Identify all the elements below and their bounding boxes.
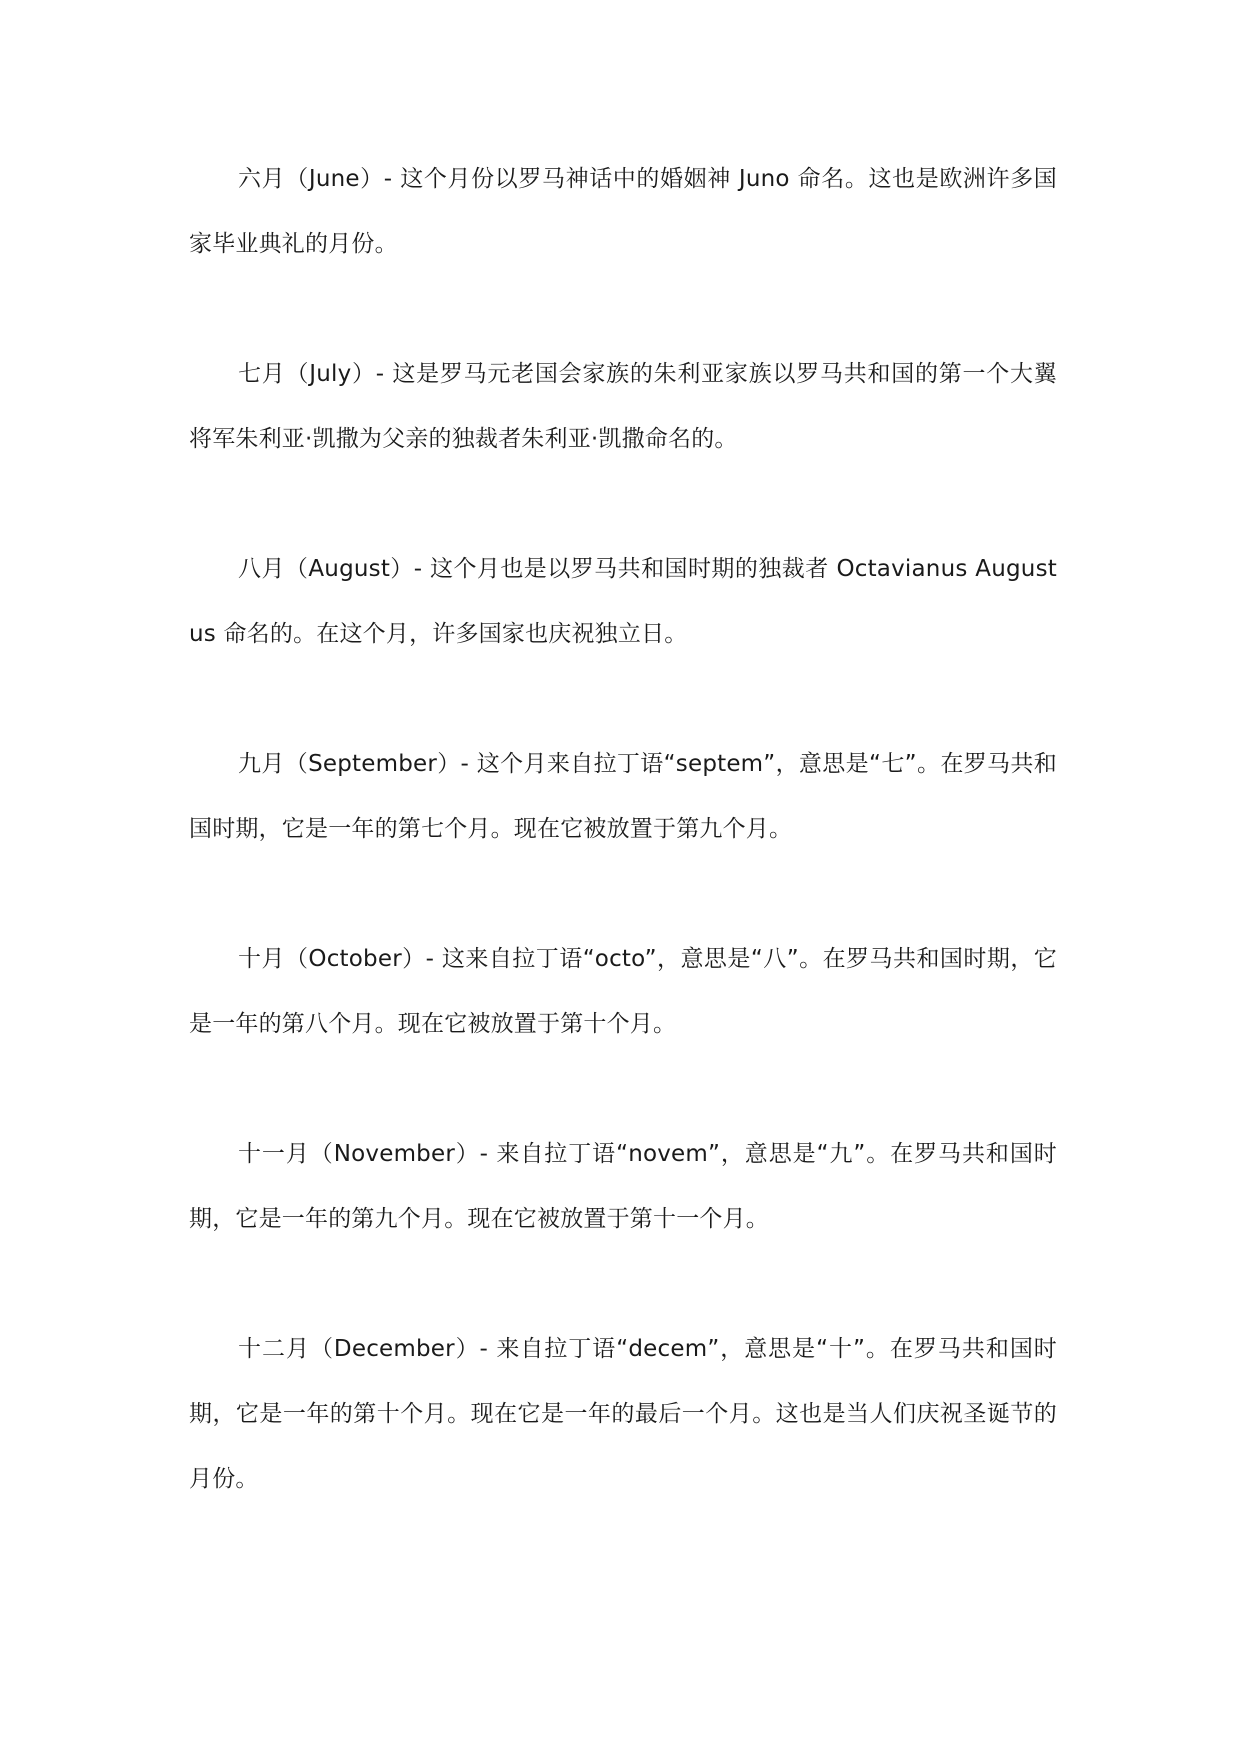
paragraph-september: 九月（September）- 这个月来自拉丁语“septem”，意思是“七”。在罗马共和国时期，它是一年的第七个月。现在它被放置于第九个月。 xyxy=(189,751,1057,842)
paragraph-october: 十月（October）- 这来自拉丁语“octo”，意思是“八”。在罗马共和国时期，它是一年的第八个月。现在它被放置于第十个月。 xyxy=(189,946,1057,1037)
paragraph-august: 八月（August）- 这个月也是以罗马共和国时期的独裁者 Octavianus Augustus 命名的。在这个月，许多国家也庆祝独立日。 xyxy=(189,556,1057,647)
paragraph-july: 七月（July）- 这是罗马元老国会家族的朱利亚家族以罗马共和国的第一个大翼将军朱利亚·凯撒为父亲的独裁者朱利亚·凯撒命名的。 xyxy=(189,361,1057,452)
document-body xyxy=(189,147,1057,1577)
paragraph-november: 十一月（November）- 来自拉丁语“novem”，意思是“九”。在罗马共和国时期，它是一年的第九个月。现在它被放置于第十一个月。 xyxy=(189,1141,1057,1232)
paragraph-december: 十二月（December）- 来自拉丁语“decem”，意思是“十”。在罗马共和国时期，它是一年的第十个月。现在它是一年的最后一个月。这也是当人们庆祝圣诞节的月份。 xyxy=(189,1336,1057,1492)
paragraph-june: 六月（June）- 这个月份以罗马神话中的婚姻神 Juno 命名。这也是欧洲许多国家毕业典礼的月份。 xyxy=(189,166,1057,257)
